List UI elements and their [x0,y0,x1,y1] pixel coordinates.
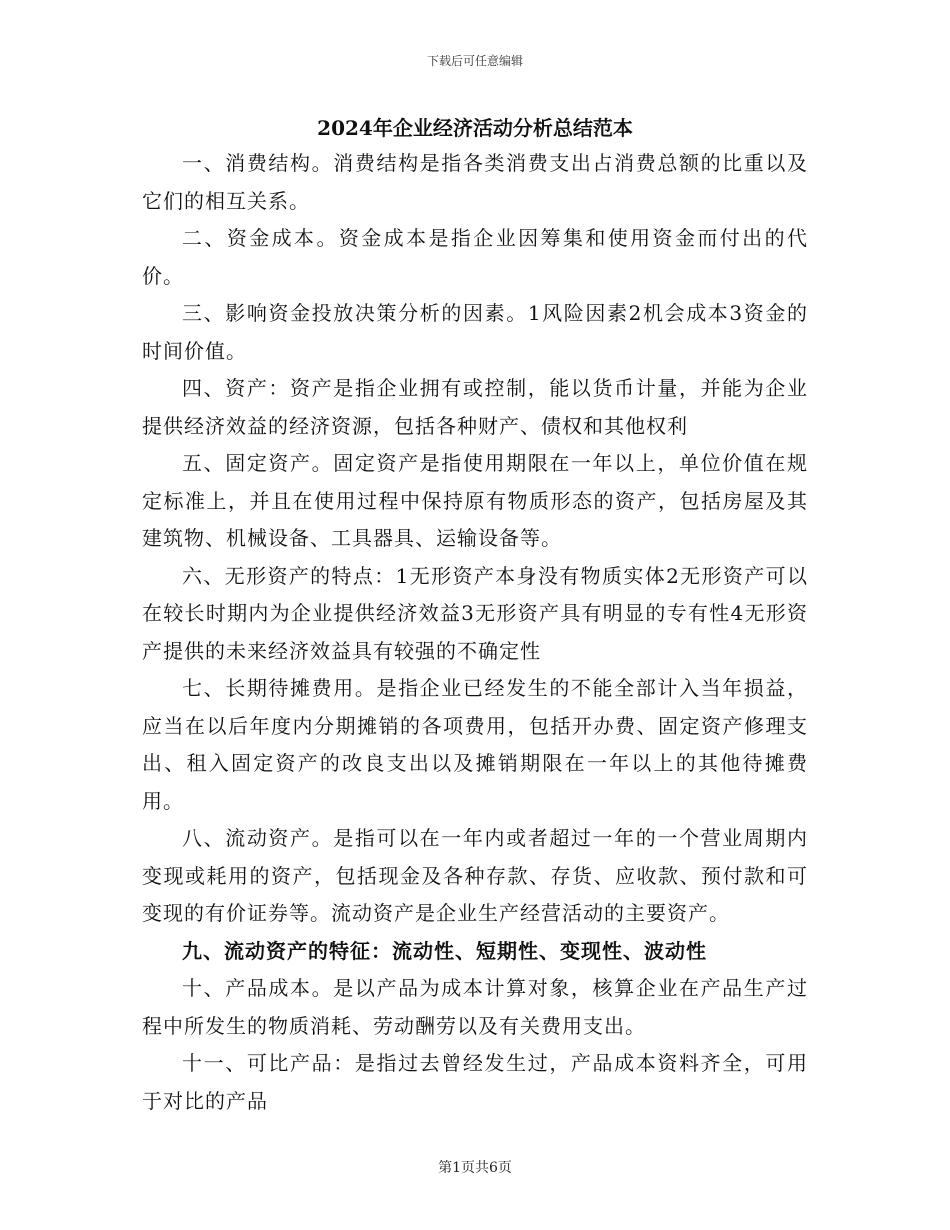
paragraph-product-cost: 十、产品成本。是以产品为成本计算对象，核算企业在产品生产过程中所发生的物质消耗、劳动酬劳以及有关费用支出。 [142,976,808,1038]
page-number: 第1页共6页 [438,1160,512,1176]
paragraph-current-assets: 八、流动资产。是指可以在一年内或者超过一年的一个营业周期内变现或耗用的资产，包括现金及各种存款、存货、应收款、预付款和可变现的有价证券等。流动资产是企业生产经营活动的主要资产。 [142,826,808,925]
paragraph-investment-factors: 三、影响资金投放决策分析的因素。1风险因素2机会成本3资金的时间价值。 [142,301,808,363]
document-body [142,145,808,1120]
paragraph-current-assets-features: 九、流动资产的特征：流动性、短期性、变现性、波动性 [182,938,707,963]
paragraph-deferred-expenses: 七、长期待摊费用。是指企业已经发生的不能全部计入当年损益，应当在以后年度内分期摊销的各项费用，包括开办费、固定资产修理支出、租入固定资产的改良支出以及摊销期限在一年以上的其他待摊费用。 [142,676,808,813]
paragraph-assets: 四、资产：资产是指企业拥有或控制，能以货币计量，并能为企业提供经济效益的经济资源，包括各种财产、债权和其他权利 [142,376,808,438]
document-title: 2024年企业经济活动分析总结范本 [317,116,633,140]
paragraph-intangible-assets: 六、无形资产的特点：1无形资产本身没有物质实体2无形资产可以在较长时期内为企业提供经济效益3无形资产具有明显的专有性4无形资产提供的未来经济效益具有较强的不确定性 [142,563,808,663]
paragraph-comparable-products: 十一、可比产品：是指过去曾经发生过，产品成本资料齐全，可用于对比的产品 [142,1051,808,1113]
paragraph-fixed-assets: 五、固定资产。固定资产是指使用期限在一年以上，单位价值在规定标准上，并且在使用过程中保持原有物质形态的资产，包括房屋及其建筑物、机械设备、工具器具、运输设备等。 [142,451,808,550]
page-header-note: 下载后可任意编辑 [426,54,523,68]
paragraph-consumption-structure: 一、消费结构。消费结构是指各类消费支出占消费总额的比重以及它们的相互关系。 [142,151,808,213]
paragraph-capital-cost: 二、资金成本。资金成本是指企业因筹集和使用资金而付出的代价。 [142,226,808,288]
